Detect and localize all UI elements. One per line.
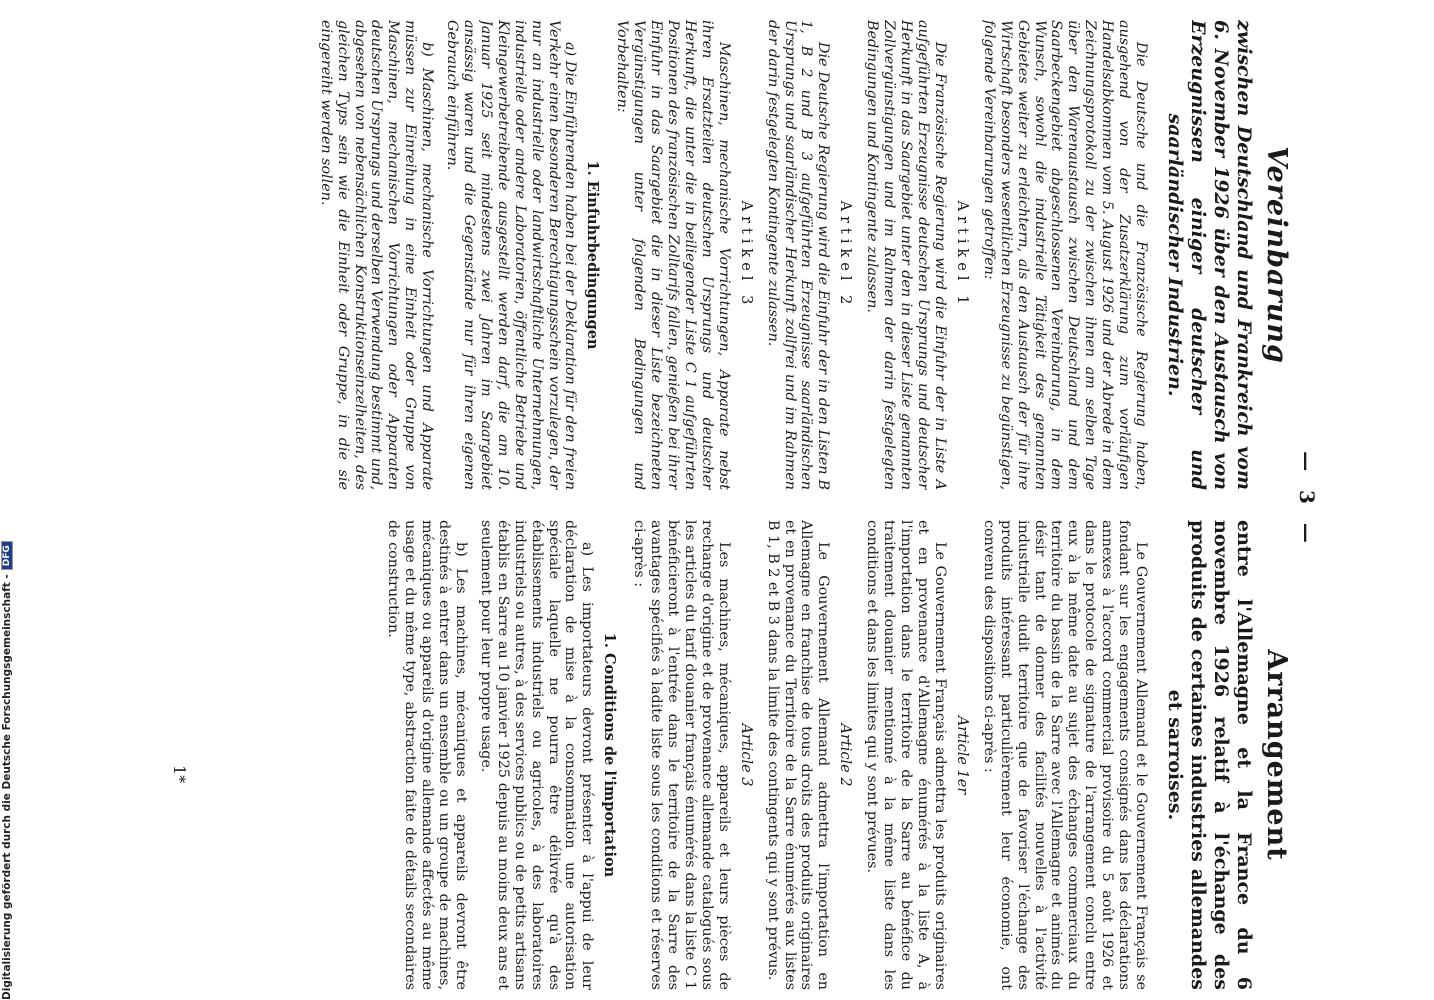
page-number: — 3 —	[1295, 451, 1319, 549]
french-section-1b: b) Les machines, mécaniques et appareils devront être destinés à entrer dans un ensemble ou un groupe de machines, mécaniques ou appareils d'origine allemande affectés au même usage et du même type, abstraction faite de détails secondaires de construction.	[385, 520, 469, 990]
german-article-2-title: Artikel 2	[837, 200, 854, 310]
dfg-logo: DFG	[1, 541, 13, 570]
german-intro: Die Deutsche und die Französische Regierung haben, ausgehend von der Zusatzerklärung zum vorläufigen Handelsabkommen vom 5. August 1926 und der Abrede in dem Zeichnungsprotokoll zu der zwischen ihnen am selben Tage über den Warenaustausch zwischen Deutschland und dem Saarbeckengebiet abgeschlossenen Vereinbarung, in dem Wunsch, sowohl die industrielle Tätigkeit des genannten Gebietes weiter zu erleichtern, als den Austausch der für ihre Wirtschaft besonders wesentlichen Erzeugnisse zu begünstigen, folgende Vereinbarungen getroffen:	[980, 20, 1149, 490]
french-article-2: Le Gouvernement Allemand admettra l'importation en Allemagne en franchise de tous droits des produits originaires et en provenance du Territoire de la Sarre énumérés aux listes B 1, B 2 et B 3 dans la limite des contingents qui y sont prévus.	[764, 520, 832, 990]
german-article-2: Die Deutsche Regierung wird die Einfuhr der in den Listen B 1, B 2 und B 3 aufgeführten Erzeugnisse saarländischen Ursprungs und saarländischer Herkunft zollfrei und im Rahmen der darin festgelegten Kontingente zulassen.	[764, 20, 832, 490]
german-article-3: Maschinen, mechanische Vorrichtungen, Apparate nebst ihren Ersatzteilen deutschen Ursprungs und deutscher Herkunft, die unter die in beiliegender Liste C 1 aufgeführten Positionen des französischen Zolltarifs fallen, genießen bei ihrer Einfuhr in das Saargebiet die in dieser Liste bezeichneten Vergünstigungen unter folgenden Bedingungen und Vorbehalten:	[614, 20, 732, 490]
german-article-1-title: Artikel 1	[953, 200, 970, 310]
french-section-1a: a) Les importateurs devront présenter à l'appui de leur déclaration de mise à la consommation une autorisation spéciale laquelle ne pourra être délivrée qu'à des établissements industriels ou agricoles, à des laboratoires industriels ou autres, à des services publics ou de petits artisans établis en Sarre au 10 janvier 1925 depuis au moins deux ans et seulement pour leur propre usage.	[477, 520, 596, 990]
french-article-2-title: Article 2	[837, 723, 854, 787]
german-section-1-title: 1. Einfuhrbedingungen	[584, 160, 602, 350]
german-article-1: Die Französische Regierung wird die Einfuhr der in Liste A aufgeführten Erzeugnisse deutschen Ursprungs und deutscher Herkunft in das Saargebiet unter den in dieser Liste genannten Zollvergünstigungen und im Rahmen der darin festgelegten Bedingungen und Kontingente zulassen.	[864, 20, 948, 490]
french-intro: Le Gouvernement Allemand et le Gouvernement Français se fondant sur les engagements consignés dans les déclarations annexes à l'accord commercial provisoire du 5 août 1926 et dans le protocole de signature de l'arrangement conclu entre eux à la même date au sujet des échanges commerciaux du territoire du bassin de la Sarre avec l'Allemagne et animés du désir tant de donner des facilités nouvelles à l'activité industrielle dudit territoire que de favoriser l'échange des produits intéressant particulièrement leur économie, ont convenu des dispositions ci-après :	[980, 520, 1149, 990]
french-subtitle: entre l'Allemagne et la France du 6 novembre 1926 relatif à l'échange des produits de certaines industries allemandes et sarroises.	[1164, 520, 1255, 990]
french-article-3-title: Article 3	[737, 723, 754, 787]
french-title: Arrangement	[1261, 649, 1292, 861]
document-page	[147, 5, 1317, 995]
french-article-1-title: Article 1er	[953, 715, 970, 795]
french-article-3: Les machines, mécaniques, appareils et leurs pièces de rechange d'origine et de provenance allemande catalogués sous les articles du tarif douanier français énumérés dans la liste C 1 bénéficieront à l'entrée dans le territoire de la Sarre des avantages spécifiés à ladite liste sous les conditions et réserves ci-après :	[631, 520, 732, 990]
german-subtitle: zwischen Deutschland und Frankreich vom 6. November 1926 über den Austausch von Erzeugnissen einiger deutscher und saarländischer Industrien.	[1164, 20, 1255, 490]
credit-text: Digitalisierung gefördert durch die Deutsche Forschungsgemeinschaft -	[1, 574, 13, 1000]
german-article-3-title: Artikel 3	[737, 200, 754, 310]
german-section-1a: a) Die Einführenden haben bei der Deklaration für den freien Verkehr einen besonderen Berechtigungsschein vorzulegen, der nur an industrielle oder landwirtschaftliche Unternehmungen, industrielle oder andere Laboratorien, öffentliche Betriebe und Kleingewerbetreibende ausgestellt werden darf, die am 10. Januar 1925 seit mindestens zwei Jahren im Saargebiet ansässig waren und die Gegenstände nur für ihren eigenen Gebrauch einführen.	[444, 20, 579, 490]
german-section-1b: b) Maschinen, mechanische Vorrichtungen und Apparate müssen zur Einreihung in eine Einheit oder Gruppe von Maschinen, mechanischen Vorrichtungen oder Apparaten deutschen Ursprungs und derselben Verwendung bestimmt und, abgesehen von nebensächlichen Konstruktionseinzelheiten, des gleichen Typs sein wie die Einheit oder Gruppe, in die sie eingereiht werden sollen.	[317, 20, 436, 490]
digitization-credit	[0, 0, 14, 1000]
signature-mark: 1*	[170, 765, 189, 784]
french-section-1-title: 1. Conditions de l'importation	[601, 632, 619, 878]
german-column	[147, 20, 1317, 490]
french-column	[147, 520, 1317, 990]
german-title: Vereinbarung	[1261, 146, 1292, 364]
french-article-1: Le Gouvernement Français admettra les produits originaires et en provenance d'Allemagne énumérés à la liste A, à l'importation dans le territoire de la Sarre au bénéfice du traitement douanier mentionné à la même liste dans les conditions et dans les limites qui y sont prévues.	[864, 520, 948, 990]
